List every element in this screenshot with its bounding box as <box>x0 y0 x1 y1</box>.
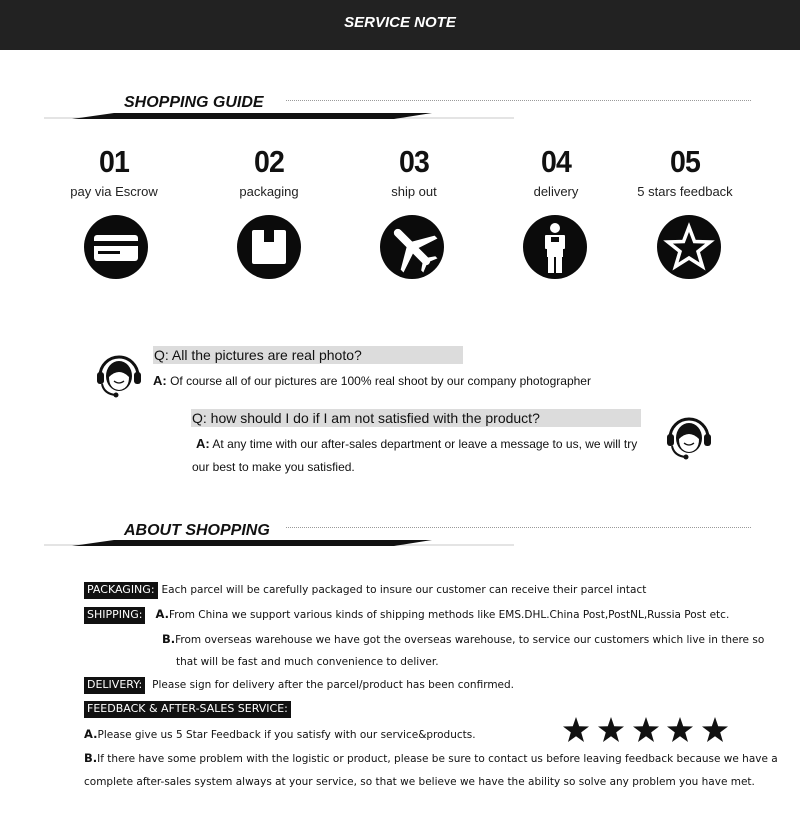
step-2 <box>194 146 344 200</box>
shipping-a-prefix: A. <box>155 607 169 621</box>
step-3 <box>339 146 489 200</box>
feedback-a-row <box>84 726 476 743</box>
feedback-row <box>84 701 295 718</box>
shipping-b-prefix: B. <box>162 632 176 646</box>
feedback-tag: FEEDBACK & AFTER-SALES SERVICE: <box>84 701 291 718</box>
feedback-b-text: If there have some problem with the logistic or product, please be sure to contact us before leaving feedback because we have a <box>97 753 778 765</box>
step-number: 01 <box>99 144 129 179</box>
faq-question-1: Q: All the pictures are real photo? <box>153 346 463 364</box>
packaging-text: Each parcel will be carefully packaged to insure our customer can receive their parcel intact <box>161 584 647 596</box>
feedback-b-row <box>84 750 778 767</box>
step-4 <box>481 146 631 200</box>
answer-prefix: A: <box>153 373 167 388</box>
step-label: 5 stars feedback <box>637 184 733 199</box>
feedback-b-row-2: complete after-sales system always at your service, so that we believe we have the ability so solve any problem you have met. <box>84 776 755 788</box>
star-icon <box>666 716 694 744</box>
header-bar <box>0 0 800 50</box>
step-number: 03 <box>399 144 429 179</box>
step-number: 04 <box>541 144 571 179</box>
feedback-a-prefix: A. <box>84 727 98 741</box>
step-label: pay via Escrow <box>70 184 158 199</box>
shipping-b-row-2: that will be fast and much convenience to deliver. <box>176 656 439 668</box>
shipping-b-row <box>162 631 764 648</box>
shopping-guide-title: SHOPPING GUIDE <box>124 94 264 111</box>
star-icon <box>701 716 729 744</box>
packaging-tag: PACKAGING: <box>84 582 158 599</box>
faq-answer-2-line1 <box>196 436 637 452</box>
customer-service-icon <box>664 412 714 462</box>
about-shopping-title: ABOUT SHOPPING <box>124 522 270 539</box>
step-1 <box>39 146 189 200</box>
credit-card-icon <box>84 215 148 279</box>
title-underline-swoosh <box>44 538 514 548</box>
packaging-row <box>84 582 646 599</box>
faq-answer-2-line2: our best to make you satisfied. <box>192 460 355 474</box>
feedback-b-prefix: B. <box>84 751 98 765</box>
step-label: delivery <box>533 184 579 199</box>
step-label: packaging <box>239 184 299 199</box>
faq-answer-1 <box>153 373 591 389</box>
divider <box>286 100 751 101</box>
delivery-row <box>84 677 514 694</box>
star-icon <box>597 716 625 744</box>
page-title: SERVICE NOTE <box>344 14 456 31</box>
star-icon <box>632 716 660 744</box>
step-label: ship out <box>391 184 437 199</box>
step-number: 02 <box>254 144 284 179</box>
answer-text: At any time with our after-sales department or leave a message to us, we will try <box>212 437 638 451</box>
feedback-a-text: Please give us 5 Star Feedback if you satisfy with our service&products. <box>97 729 476 741</box>
five-star-rating <box>562 716 732 746</box>
airplane-icon <box>380 215 444 279</box>
delivery-text: Please sign for delivery after the parcel/product has been confirmed. <box>152 679 515 691</box>
shipping-b-text: From overseas warehouse we have got the overseas warehouse, to service our customers which live in there so <box>175 634 765 646</box>
star-icon <box>562 716 590 744</box>
star-icon <box>657 215 721 279</box>
package-box-icon <box>237 215 301 279</box>
shipping-a-text: From China we support various kinds of shipping methods like EMS.DHL.China Post,PostNL,Russia Post etc. <box>168 609 730 621</box>
shipping-row <box>84 606 729 624</box>
faq-question-2: Q: how should I do if I am not satisfied with the product? <box>191 409 641 427</box>
delivery-tag: DELIVERY: <box>84 677 145 694</box>
customer-service-icon <box>94 350 144 400</box>
step-number: 05 <box>670 144 700 179</box>
shipping-tag: SHIPPING: <box>84 607 145 624</box>
divider <box>286 527 751 528</box>
answer-text: Of course all of our pictures are 100% real shoot by our company photographer <box>170 374 591 388</box>
title-underline-swoosh <box>44 111 514 121</box>
delivery-person-icon <box>523 215 587 279</box>
step-5 <box>610 146 760 200</box>
answer-prefix: A: <box>196 436 210 451</box>
